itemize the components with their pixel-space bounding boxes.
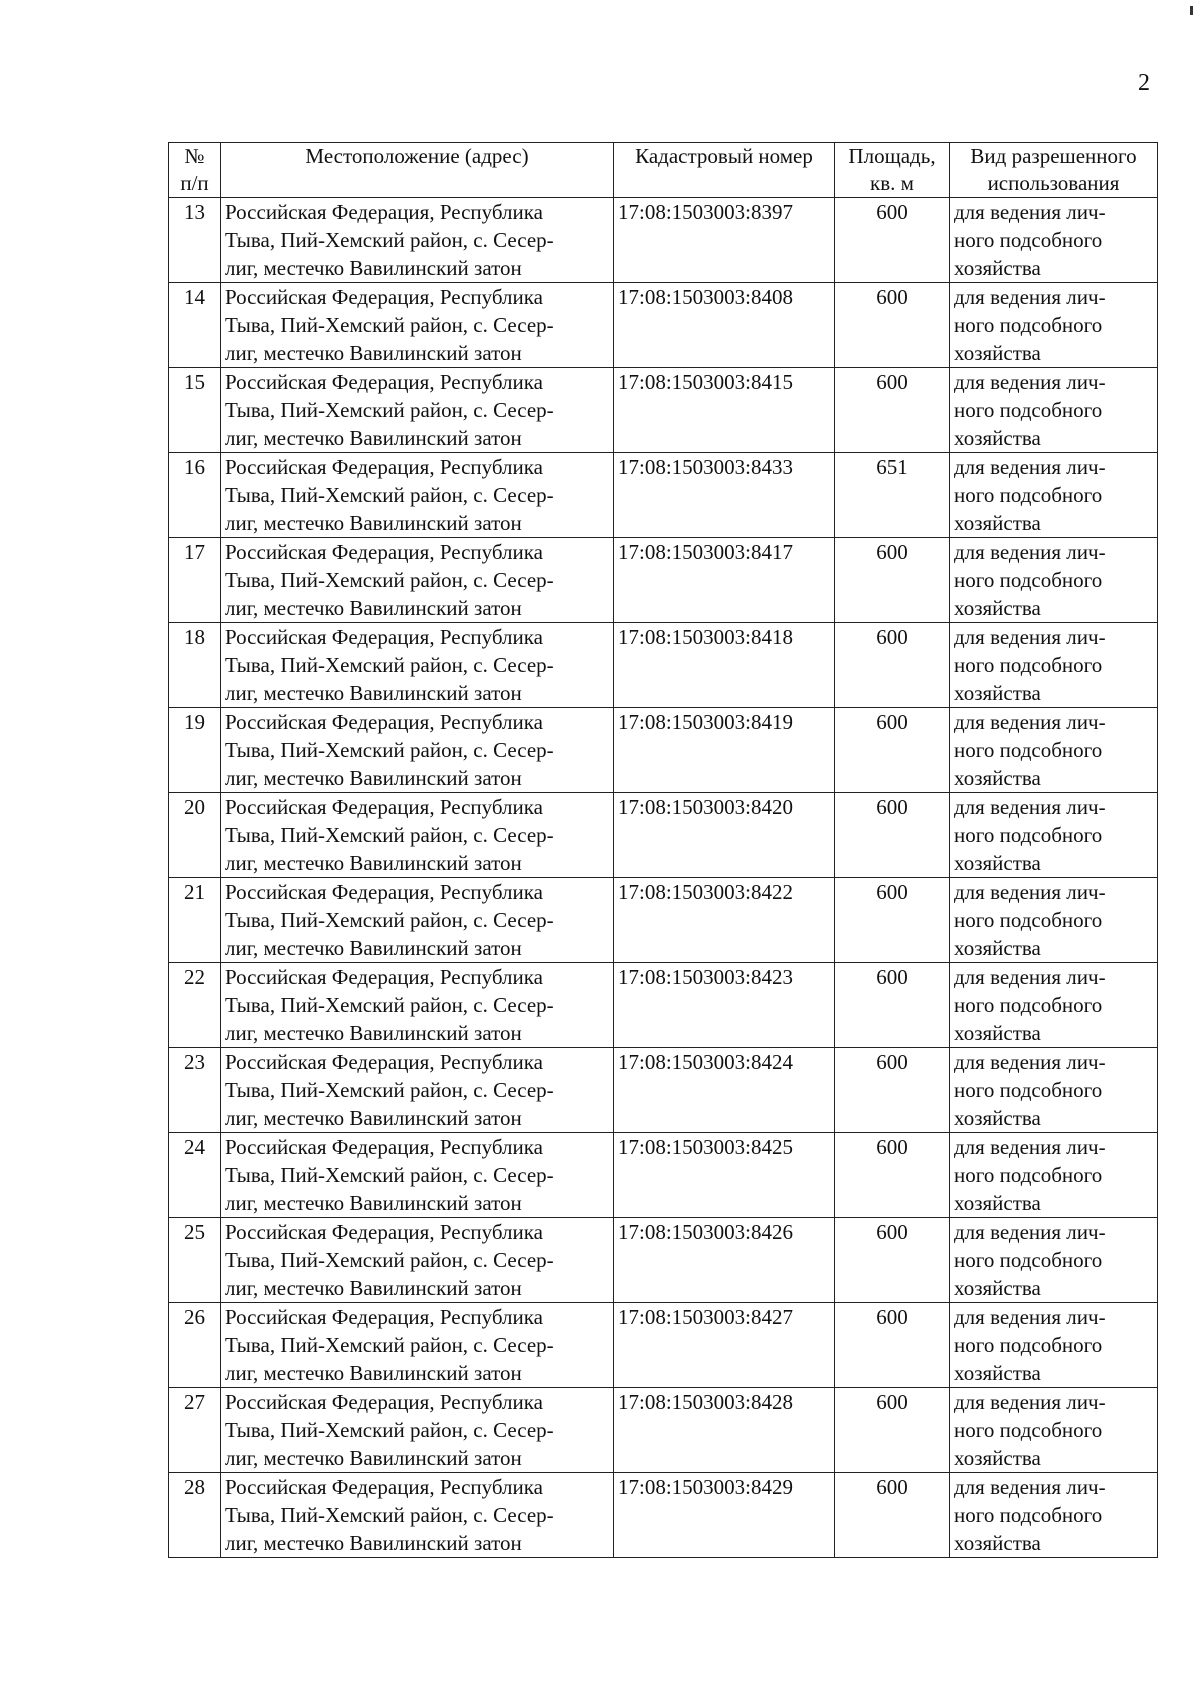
cell-cadastral-number: 17:08:1503003:8424 <box>614 1048 835 1133</box>
address-line: Российская Федерация, Республика <box>225 710 543 734</box>
use-line: хозяйства <box>954 1191 1041 1215</box>
table-row <box>169 1388 1158 1473</box>
cell-area: 600 <box>835 1388 950 1473</box>
use-line: для ведения лич- <box>954 795 1106 819</box>
address-line: лиг, местечко Вавилинский затон <box>225 511 522 535</box>
table-row <box>169 283 1158 368</box>
use-line: для ведения лич- <box>954 540 1106 564</box>
address-line: лиг, местечко Вавилинский затон <box>225 1191 522 1215</box>
cell-num: 13 <box>169 198 221 283</box>
address-line: Тыва, Пий-Хемский район, с. Сесер- <box>225 568 554 592</box>
address-line: Российская Федерация, Республика <box>225 1135 543 1159</box>
table-row <box>169 793 1158 878</box>
address-line: лиг, местечко Вавилинский затон <box>225 1446 522 1470</box>
cell-area: 600 <box>835 1303 950 1388</box>
table-row <box>169 1473 1158 1558</box>
address-line: Российская Федерация, Республика <box>225 1305 543 1329</box>
cell-num: 26 <box>169 1303 221 1388</box>
cell-cadastral-number: 17:08:1503003:8422 <box>614 878 835 963</box>
use-line: для ведения лич- <box>954 1135 1106 1159</box>
cell-area: 651 <box>835 453 950 538</box>
use-line: ного подсобного <box>954 653 1103 677</box>
address-line: лиг, местечко Вавилинский затон <box>225 1276 522 1300</box>
cell-address <box>221 793 614 878</box>
address-line: лиг, местечко Вавилинский затон <box>225 936 522 960</box>
cell-permitted-use <box>950 198 1158 283</box>
cell-permitted-use <box>950 283 1158 368</box>
use-line: для ведения лич- <box>954 370 1106 394</box>
table-row <box>169 708 1158 793</box>
use-line: для ведения лич- <box>954 1220 1106 1244</box>
cell-num: 23 <box>169 1048 221 1133</box>
use-line: хозяйства <box>954 256 1041 280</box>
cell-num: 27 <box>169 1388 221 1473</box>
cell-permitted-use <box>950 1048 1158 1133</box>
use-line: хозяйства <box>954 766 1041 790</box>
use-line: ного подсобного <box>954 398 1103 422</box>
address-line: лиг, местечко Вавилинский затон <box>225 256 522 280</box>
table-row <box>169 1048 1158 1133</box>
use-line: ного подсобного <box>954 908 1103 932</box>
use-line: ного подсобного <box>954 1163 1103 1187</box>
cell-address <box>221 1473 614 1558</box>
use-line: хозяйства <box>954 851 1041 875</box>
header-num-line: № <box>184 144 205 168</box>
cell-address <box>221 1388 614 1473</box>
use-line: хозяйства <box>954 1276 1041 1300</box>
cell-area: 600 <box>835 793 950 878</box>
table-row <box>169 1303 1158 1388</box>
address-line: лиг, местечко Вавилинский затон <box>225 766 522 790</box>
cell-area: 600 <box>835 1048 950 1133</box>
header-use <box>950 143 1158 198</box>
header-use-line: Вид разрешенного <box>970 144 1137 168</box>
address-line: Российская Федерация, Республика <box>225 1050 543 1074</box>
use-line: ного подсобного <box>954 738 1103 762</box>
table-header-row <box>169 143 1158 198</box>
use-line: ного подсобного <box>954 1333 1103 1357</box>
cell-address <box>221 1218 614 1303</box>
cell-address <box>221 1303 614 1388</box>
address-line: лиг, местечко Вавилинский затон <box>225 1531 522 1555</box>
cell-permitted-use <box>950 623 1158 708</box>
cell-num: 22 <box>169 963 221 1048</box>
use-line: ного подсобного <box>954 823 1103 847</box>
use-line: ного подсобного <box>954 313 1103 337</box>
address-line: лиг, местечко Вавилинский затон <box>225 596 522 620</box>
use-line: для ведения лич- <box>954 455 1106 479</box>
cell-cadastral-number: 17:08:1503003:8423 <box>614 963 835 1048</box>
cell-address <box>221 368 614 453</box>
cell-cadastral-number: 17:08:1503003:8417 <box>614 538 835 623</box>
table-row <box>169 538 1158 623</box>
header-area-line: Площадь, <box>848 144 936 168</box>
cell-cadastral-number: 17:08:1503003:8419 <box>614 708 835 793</box>
use-line: для ведения лич- <box>954 1050 1106 1074</box>
cell-num: 15 <box>169 368 221 453</box>
use-line: для ведения лич- <box>954 625 1106 649</box>
address-line: Российская Федерация, Республика <box>225 285 543 309</box>
cell-area: 600 <box>835 538 950 623</box>
cell-area: 600 <box>835 1133 950 1218</box>
cell-cadastral-number: 17:08:1503003:8429 <box>614 1473 835 1558</box>
use-line: хозяйства <box>954 426 1041 450</box>
address-line: Российская Федерация, Республика <box>225 455 543 479</box>
use-line: хозяйства <box>954 1106 1041 1130</box>
table-row <box>169 878 1158 963</box>
cell-num: 19 <box>169 708 221 793</box>
cell-permitted-use <box>950 1218 1158 1303</box>
address-line: лиг, местечко Вавилинский затон <box>225 1106 522 1130</box>
table-row <box>169 368 1158 453</box>
use-line: для ведения лич- <box>954 880 1106 904</box>
cell-num: 25 <box>169 1218 221 1303</box>
cell-address <box>221 1048 614 1133</box>
cell-num: 18 <box>169 623 221 708</box>
cell-cadastral-number: 17:08:1503003:8408 <box>614 283 835 368</box>
cell-address <box>221 283 614 368</box>
table-row <box>169 453 1158 538</box>
address-line: Тыва, Пий-Хемский район, с. Сесер- <box>225 1163 554 1187</box>
cell-permitted-use <box>950 538 1158 623</box>
cell-area: 600 <box>835 878 950 963</box>
cell-address <box>221 198 614 283</box>
use-line: хозяйства <box>954 1361 1041 1385</box>
address-line: Тыва, Пий-Хемский район, с. Сесер- <box>225 1333 554 1357</box>
cell-area: 600 <box>835 623 950 708</box>
use-line: для ведения лич- <box>954 965 1106 989</box>
header-area-line: кв. м <box>870 171 914 195</box>
address-line: Российская Федерация, Республика <box>225 880 543 904</box>
header-num <box>169 143 221 198</box>
cell-address <box>221 453 614 538</box>
address-line: Российская Федерация, Республика <box>225 625 543 649</box>
cell-address <box>221 538 614 623</box>
page-number: 2 <box>1138 70 1150 96</box>
address-line: Тыва, Пий-Хемский район, с. Сесер- <box>225 823 554 847</box>
address-line: Тыва, Пий-Хемский район, с. Сесер- <box>225 483 554 507</box>
use-line: для ведения лич- <box>954 1390 1106 1414</box>
cell-permitted-use <box>950 708 1158 793</box>
cell-area: 600 <box>835 283 950 368</box>
address-line: лиг, местечко Вавилинский затон <box>225 341 522 365</box>
cell-cadastral-number: 17:08:1503003:8415 <box>614 368 835 453</box>
address-line: лиг, местечко Вавилинский затон <box>225 851 522 875</box>
use-line: хозяйства <box>954 936 1041 960</box>
cell-permitted-use <box>950 963 1158 1048</box>
cell-permitted-use <box>950 1388 1158 1473</box>
use-line: для ведения лич- <box>954 1305 1106 1329</box>
address-line: Российская Федерация, Республика <box>225 965 543 989</box>
use-line: ного подсобного <box>954 1418 1103 1442</box>
cell-permitted-use <box>950 1473 1158 1558</box>
address-line: Тыва, Пий-Хемский район, с. Сесер- <box>225 1248 554 1272</box>
address-line: лиг, местечко Вавилинский затон <box>225 681 522 705</box>
cell-num: 28 <box>169 1473 221 1558</box>
address-line: Тыва, Пий-Хемский район, с. Сесер- <box>225 738 554 762</box>
address-line: Российская Федерация, Республика <box>225 795 543 819</box>
address-line: Тыва, Пий-Хемский район, с. Сесер- <box>225 908 554 932</box>
address-line: лиг, местечко Вавилинский затон <box>225 426 522 450</box>
cell-cadastral-number: 17:08:1503003:8397 <box>614 198 835 283</box>
use-line: хозяйства <box>954 1531 1041 1555</box>
use-line: ного подсобного <box>954 483 1103 507</box>
use-line: ного подсобного <box>954 993 1103 1017</box>
use-line: ного подсобного <box>954 228 1103 252</box>
use-line: хозяйства <box>954 341 1041 365</box>
table-row <box>169 1218 1158 1303</box>
cell-num: 17 <box>169 538 221 623</box>
cell-address <box>221 963 614 1048</box>
address-line: лиг, местечко Вавилинский затон <box>225 1021 522 1045</box>
cell-address <box>221 708 614 793</box>
cell-permitted-use <box>950 1303 1158 1388</box>
cell-area: 600 <box>835 1218 950 1303</box>
cell-address <box>221 1133 614 1218</box>
address-line: Тыва, Пий-Хемский район, с. Сесер- <box>225 993 554 1017</box>
address-line: Тыва, Пий-Хемский район, с. Сесер- <box>225 313 554 337</box>
cell-cadastral-number: 17:08:1503003:8428 <box>614 1388 835 1473</box>
cell-cadastral-number: 17:08:1503003:8433 <box>614 453 835 538</box>
header-use-line: использования <box>987 171 1120 195</box>
cell-cadastral-number: 17:08:1503003:8426 <box>614 1218 835 1303</box>
header-area <box>835 143 950 198</box>
cell-cadastral-number: 17:08:1503003:8418 <box>614 623 835 708</box>
address-line: Российская Федерация, Республика <box>225 1475 543 1499</box>
header-cadastral: Кадастровый номер <box>614 143 835 198</box>
address-line: Российская Федерация, Республика <box>225 540 543 564</box>
cell-num: 14 <box>169 283 221 368</box>
cell-permitted-use <box>950 1133 1158 1218</box>
use-line: для ведения лич- <box>954 710 1106 734</box>
address-line: Тыва, Пий-Хемский район, с. Сесер- <box>225 1503 554 1527</box>
cell-num: 20 <box>169 793 221 878</box>
cell-permitted-use <box>950 793 1158 878</box>
scan-mark <box>1190 6 1193 15</box>
address-line: Тыва, Пий-Хемский район, с. Сесер- <box>225 228 554 252</box>
cell-num: 16 <box>169 453 221 538</box>
use-line: ного подсобного <box>954 1078 1103 1102</box>
use-line: для ведения лич- <box>954 200 1106 224</box>
use-line: хозяйства <box>954 596 1041 620</box>
table-row <box>169 623 1158 708</box>
use-line: ного подсобного <box>954 1248 1103 1272</box>
header-address: Местоположение (адрес) <box>221 143 614 198</box>
address-line: Тыва, Пий-Хемский район, с. Сесер- <box>225 1418 554 1442</box>
cell-cadastral-number: 17:08:1503003:8425 <box>614 1133 835 1218</box>
use-line: хозяйства <box>954 681 1041 705</box>
use-line: ного подсобного <box>954 1503 1103 1527</box>
table-row <box>169 1133 1158 1218</box>
table-row <box>169 198 1158 283</box>
use-line: хозяйства <box>954 511 1041 535</box>
use-line: для ведения лич- <box>954 285 1106 309</box>
cell-area: 600 <box>835 368 950 453</box>
cell-area: 600 <box>835 708 950 793</box>
address-line: лиг, местечко Вавилинский затон <box>225 1361 522 1385</box>
address-line: Тыва, Пий-Хемский район, с. Сесер- <box>225 398 554 422</box>
land-plots-table <box>168 142 1158 1558</box>
address-line: Тыва, Пий-Хемский район, с. Сесер- <box>225 1078 554 1102</box>
address-line: Российская Федерация, Республика <box>225 1220 543 1244</box>
use-line: хозяйства <box>954 1446 1041 1470</box>
table-body <box>169 198 1158 1558</box>
address-line: Российская Федерация, Республика <box>225 200 543 224</box>
address-line: Российская Федерация, Республика <box>225 370 543 394</box>
cell-address <box>221 623 614 708</box>
use-line: хозяйства <box>954 1021 1041 1045</box>
table-row <box>169 963 1158 1048</box>
cell-area: 600 <box>835 198 950 283</box>
cell-cadastral-number: 17:08:1503003:8427 <box>614 1303 835 1388</box>
use-line: для ведения лич- <box>954 1475 1106 1499</box>
cell-permitted-use <box>950 368 1158 453</box>
address-line: Российская Федерация, Республика <box>225 1390 543 1414</box>
cell-area: 600 <box>835 1473 950 1558</box>
cell-address <box>221 878 614 963</box>
cell-cadastral-number: 17:08:1503003:8420 <box>614 793 835 878</box>
address-line: Тыва, Пий-Хемский район, с. Сесер- <box>225 653 554 677</box>
cell-area: 600 <box>835 963 950 1048</box>
cell-permitted-use <box>950 878 1158 963</box>
use-line: ного подсобного <box>954 568 1103 592</box>
cell-num: 21 <box>169 878 221 963</box>
header-num-line: п/п <box>180 171 209 195</box>
cell-permitted-use <box>950 453 1158 538</box>
cell-num: 24 <box>169 1133 221 1218</box>
